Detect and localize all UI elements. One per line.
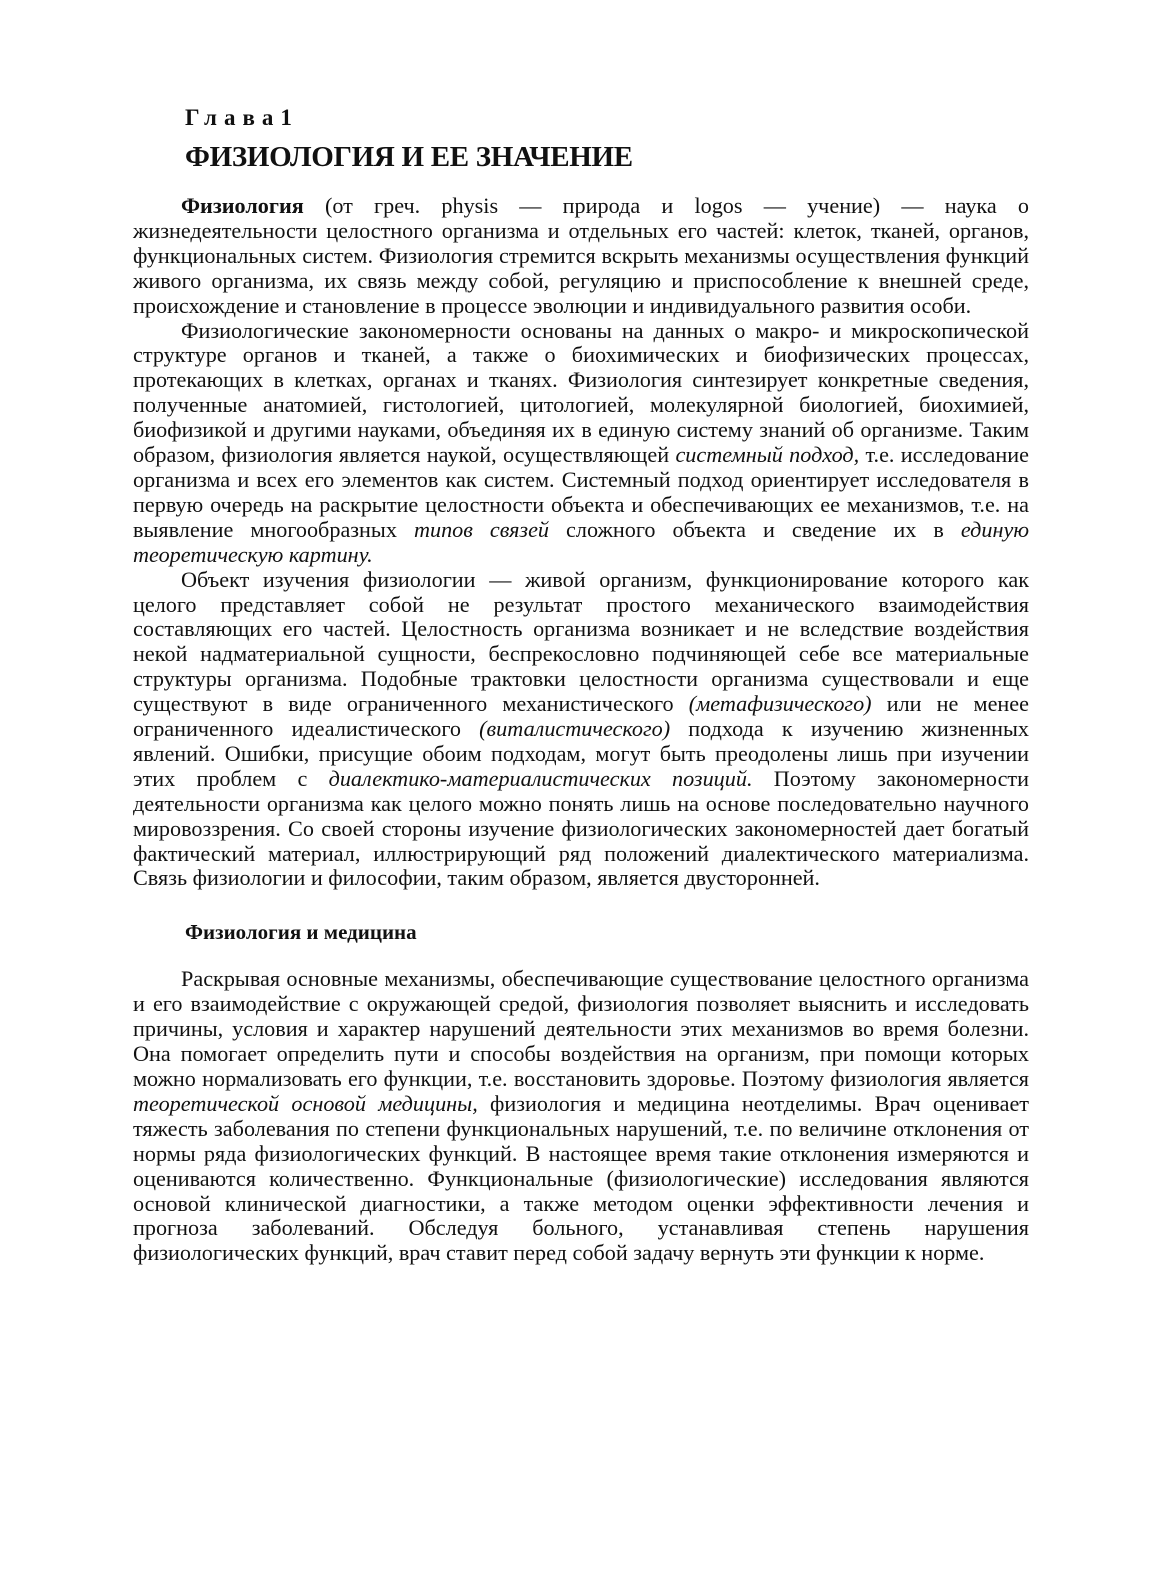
paragraph-text: т.е. исследование организма и всех его элементов как систем. Системный подход ориентирует исследователя в первую очередь на раскрытие целостности объекта и обеспечивающих ее механизмов, т.е. на выявление многообразных [133,442,1029,542]
paragraph-text: физиология и медицина неотделимы. Врач оценивает тяжесть заболевания по степени функциональных нарушений, т.е. по величине отклонения от нормы ряда физиологических функций. В настоящее время такие отклонения измеряются и оцениваются количественно. Функциональные (физиологические) исследования являются основой клинической диагностики, а также методом оценки эффективности лечения и прогноза заболеваний. Обследуя больного, устанавливая степень нарушения физиологических функций, врач ставит перед собой задачу вернуть эти функции к норме. [133,1090,1029,1266]
paragraph-object-of-study [133,568,1029,892]
paragraph-text: сложного объекта и сведение их в [549,516,961,542]
paragraph-systems-approach [133,319,1029,568]
section-heading: Физиология и медицина [185,920,417,945]
paragraph-text: подхода к изучению жизненных явлений. Ошибки, присущие обоим подходам, могут быть преодолены лишь при изучении этих проблем с [133,716,1029,791]
term-physiology: Физиология [181,193,304,218]
emphasis-text: типов связей [413,516,550,542]
paragraph-medicine [133,967,1029,1266]
paragraph-text: Физиологические закономерности основаны на данных о макро- и микроскопической структуре органов и тканей, а также о биохимических и биофизических процессах, протекающих в клетках, органах и тканях. Физиология синтезирует конкретные сведения, полученные анатомией, гистологией, цитологией, молекулярной биологией, биохимией, биофизикой и другими науками, объединяя их в единую систему знаний об организме. Таким образом, физиология является наукой, осуществляющей [133,317,1029,468]
paragraph-text: или не менее ограниченного идеалистического [133,691,1030,742]
chapter-title: ФИЗИОЛОГИЯ И ЕЕ ЗНАЧЕНИЕ [185,141,633,173]
emphasis-text: (метафизического) [688,691,872,717]
emphasis-text: системный подход, [675,442,860,468]
emphasis-text: (виталистического) [479,716,671,742]
paragraph-text: (от греч. physis — природа и logos — учение) — наука о жизнедеятельности целостного организма и отдельных его частей: клеток, тканей, органов, функциональных систем. Физиология стремится вскрыть механизмы осуществления функций живого организма, их связь между собой, регуляцию и приспособление к внешней среде, происхождение и становление в процессе эволюции и индивидуального развития особи. [133,193,1029,318]
emphasis-text: диалектико-материалистических позиций. [328,765,753,791]
emphasis-text: единую теоретическую картину. [133,516,1029,567]
paragraph-text: Раскрывая основные механизмы, обеспечивающие существование целостного организма и его взаимодействие с окружающей средой, физиология позволяет выяснить и исследовать причины, условия и характер нарушений деятельности этих механизмов во время болезни. Она помогает определить пути и способы воздействия на организм, при помощи которых можно нормализовать его функции, т.е. восстановить здоровье. Поэтому физиология является [133,966,1029,1091]
emphasis-text: теоретической основой медицины, [133,1090,478,1116]
paragraph-text: Объект изучения физиологии — живой организм, функционирование которого как целого представляет собой не результат простого механического взаимодействия составляющих его частей. Целостность организма возникает и не вследствие воздействия некой надматериальной сущности, беспрекословно подчиняющей себе все материальные структуры организма. Подобные трактовки целостности организма существовали и еще существуют в виде ограниченного механистического [133,566,1029,717]
chapter-body [133,194,1029,1266]
chapter-label: Глава1 [185,105,299,130]
paragraph-definition [133,194,1029,319]
paragraph-text: Поэтому закономерности деятельности организма как целого можно понять лишь на основе последовательно научного мировоззрения. Со своей стороны изучение физиологических закономерностей дает богатый фактический материал, иллюстрирующий ряд положений диалектического материализма. Связь физиологии и философии, таким образом, является двусторонней. [133,765,1030,891]
